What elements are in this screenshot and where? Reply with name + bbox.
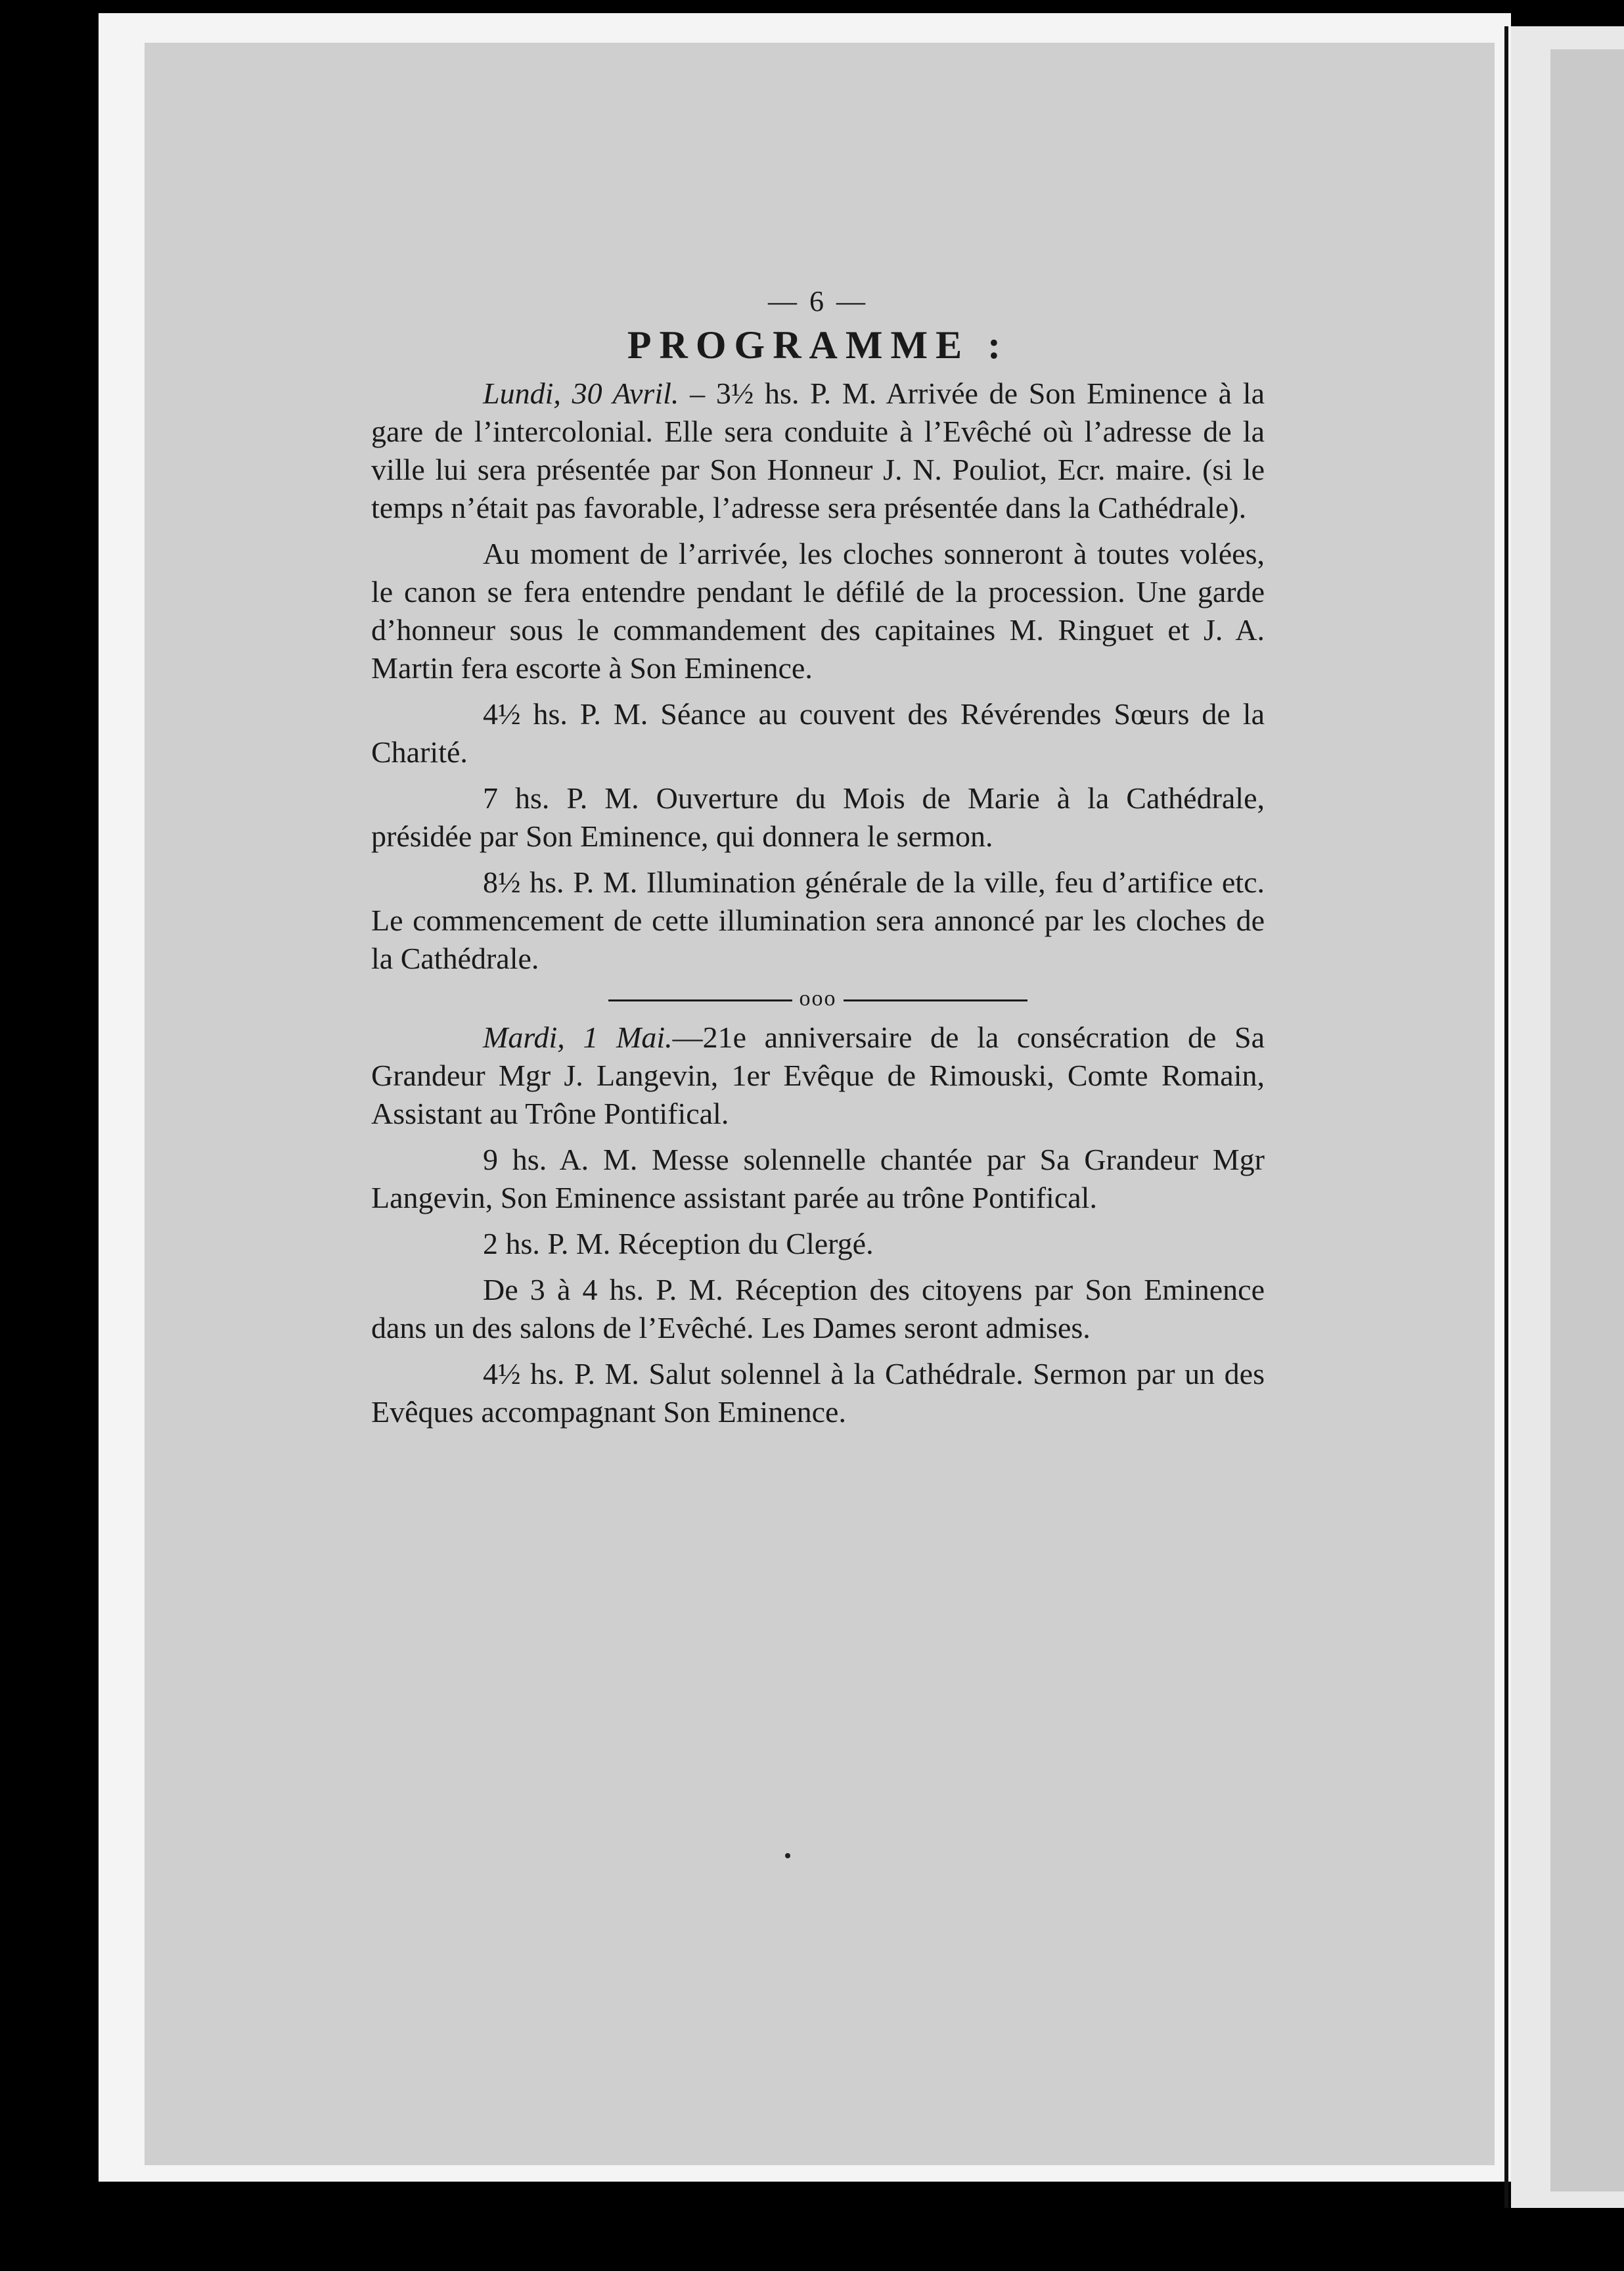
paragraph-text: —21e anniversaire de la consécration de Sa Grandeur Mgr J. Langevin, 1er Evêque de Rimouski, Comte Romain, Assistant au Trône Pontifical. [371, 1021, 1265, 1130]
separator-mark: ooo [799, 986, 837, 1011]
adjacent-page-inner [1550, 49, 1624, 2191]
day-heading: Lundi, 30 Avril. [483, 377, 679, 410]
paragraph-text: 7 hs. P. M. Ouverture du Mois de Marie à la Cathédrale, présidée par Son Eminence, qui donnera le sermon. [371, 781, 1265, 853]
paragraph-text: 4½ hs. P. M. Salut solennel à la Cathédrale. Sermon par un des Evêques accompagnant Son Eminence. [371, 1357, 1265, 1429]
separator-rule-left [608, 999, 792, 1001]
paragraph-text: 8½ hs. P. M. Illumination générale de la ville, feu d’artifice etc. Le commencement de cette illumination sera annoncé par les cloches de la Cathédrale. [371, 865, 1265, 975]
day-heading: Mardi, 1 Mai. [483, 1021, 673, 1054]
paragraph [371, 535, 1265, 687]
paragraph-text: 4½ hs. P. M. Séance au couvent des Révérendes Sœurs de la Charité. [371, 697, 1265, 769]
paragraph [371, 1271, 1265, 1347]
separator-rule-right [844, 999, 1027, 1001]
paragraph-text: Au moment de l’arrivée, les cloches sonneront à toutes volées, le canon se fera entendre pendant le défilé de la procession. Une garde d’honneur sous le commandement des capitaines M. Ringuet et J. A. Martin fera escorte à Son Eminence. [371, 537, 1265, 685]
paragraph-text: – 3½ hs. P. M. Arrivée de Son Eminence à la gare de l’intercolonial. Elle sera conduite à l’Evêché où l’adresse de la ville lui sera présentée par Son Honneur J. N. Pouliot, Ecr. maire. (si le temps n’était pas favorable, l’adresse sera présentée dans la Cathédrale). [371, 377, 1265, 524]
page-title: PROGRAMME : [627, 323, 1009, 367]
page-number: — 6 — [768, 285, 868, 317]
paragraph [371, 695, 1265, 771]
paragraph-text: 9 hs. A. M. Messe solennelle chantée par Sa Grandeur Mgr Langevin, Son Eminence assistant parée au trône Pontifical. [371, 1143, 1265, 1214]
paragraph [371, 1141, 1265, 1217]
section-separator [371, 986, 1265, 1012]
paragraph [371, 863, 1265, 978]
page-gutter [1504, 26, 1508, 2208]
paragraph [371, 375, 1265, 527]
paragraph-text: 2 hs. P. M. Réception du Clergé. [483, 1227, 874, 1260]
paragraph [371, 1225, 1265, 1263]
paragraph [371, 1355, 1265, 1431]
paragraph [371, 779, 1265, 856]
paragraph-text: De 3 à 4 hs. P. M. Réception des citoyens par Son Eminence dans un des salons de l’Evêché. Les Dames seront admises. [371, 1273, 1265, 1344]
document-text [371, 283, 1265, 1439]
paragraph [371, 1019, 1265, 1133]
ink-dot [785, 1853, 790, 1858]
